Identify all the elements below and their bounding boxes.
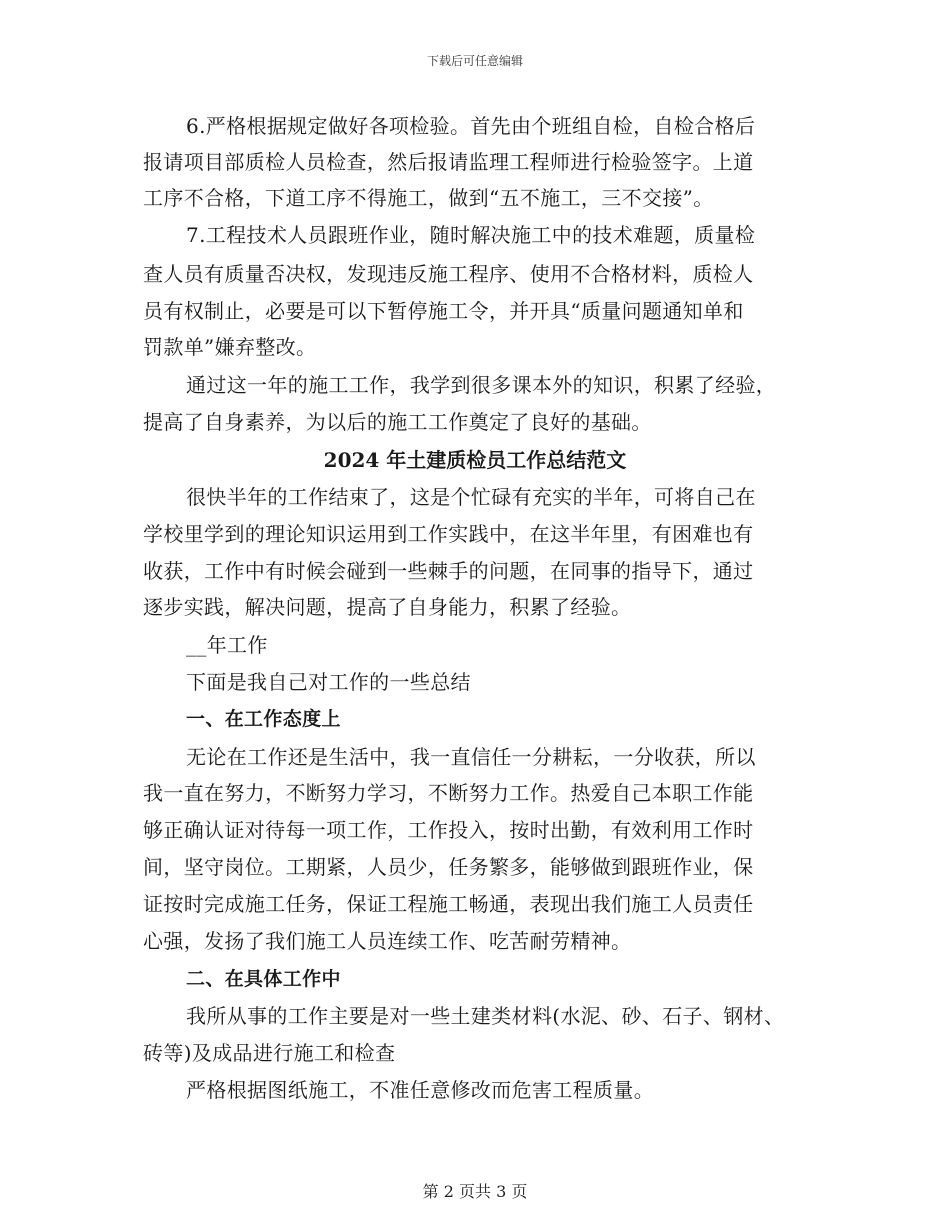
paragraph-line: 7.工程技术人员跟班作业，随时解决施工中的技术难题，质量检: [186, 223, 756, 247]
paragraph-line: 工序不合格，下道工序不得施工，做到“五不施工，三不交接”。: [143, 186, 714, 210]
paragraph-line: 学校里学到的理论知识运用到工作实践中，在这半年里，有困难也有: [143, 522, 754, 546]
paragraph-line: 提高了自身素养，为以后的施工工作奠定了良好的基础。: [143, 410, 652, 434]
paragraph-line: 很快半年的工作结束了，这是个忙碌有充实的半年，可将自己在: [186, 485, 756, 509]
paragraph-line: 我一直在努力，不断努力学习，不断努力工作。热爱自己本职工作能: [143, 781, 754, 805]
paragraph-line: 收获，工作中有时候会碰到一些棘手的问题，在同事的指导下，通过: [143, 559, 754, 583]
subheading-specific-work: 二、在具体工作中: [186, 968, 341, 990]
paragraph-line: 够正确认证对待每一项工作，工作投入，按时出勤，有效利用工作时: [143, 818, 754, 842]
paragraph-line: 心强，发扬了我们施工人员连续工作、吃苦耐劳精神。: [143, 929, 632, 953]
paragraph-line: 严格根据图纸施工，不准任意修改而危害工程质量。: [186, 1078, 655, 1102]
paragraph-line: 6.严格根据规定做好各项检验。首先由个班组自检，自检合格后: [186, 114, 756, 138]
paragraph-line: 下面是我自己对工作的一些总结: [186, 670, 471, 694]
paragraph-line: 报请项目部质检人员检查，然后报请监理工程师进行检验签字。上道: [143, 150, 754, 174]
page-footer: 第 2 页共 3 页: [422, 1182, 528, 1201]
paragraph-line: 查人员有质量否决权，发现违反施工程序、使用不合格材料，质检人: [143, 262, 754, 286]
paragraph-line: __年工作: [186, 633, 268, 657]
paragraph-line: 我所从事的工作主要是对一些土建类材料(水泥、砂、石子、钢材、: [186, 1004, 785, 1028]
paragraph-line: 砖等)及成品进行施工和检查: [143, 1041, 396, 1065]
paragraph-line: 间，坚守岗位。工期紧，人员少，任务繁多，能够做到跟班作业，保: [143, 855, 754, 879]
paragraph-line: 员有权制止，必要是可以下暂停施工令，并开具“质量问题通知单和: [143, 299, 744, 323]
paragraph-line: 逐步实践，解决问题，提高了自身能力，积累了经验。: [143, 595, 632, 619]
section-title: 2024 年土建质检员工作总结范文: [323, 448, 627, 472]
paragraph-line: 无论在工作还是生活中，我一直信任一分耕耘，一分收获，所以: [186, 745, 756, 769]
paragraph-line: 罚款单”嫌弃整改。: [143, 335, 317, 359]
subheading-work-attitude: 一、在工作态度上: [186, 708, 341, 730]
paragraph-line: 通过这一年的施工工作，我学到很多课本外的知识，积累了经验，: [186, 373, 777, 397]
paragraph-line: 证按时完成施工任务，保证工程施工畅通，表现出我们施工人员责任: [143, 892, 754, 916]
page-header: 下载后可任意编辑: [426, 54, 523, 68]
